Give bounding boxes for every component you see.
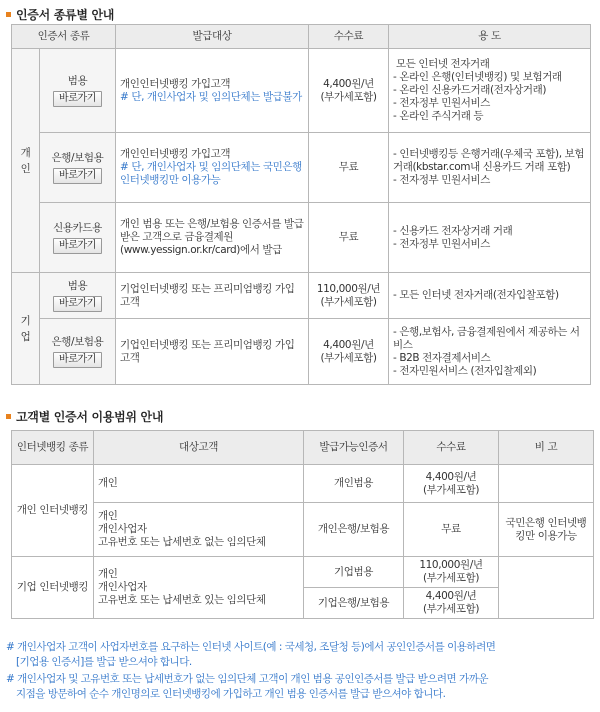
cert-cell: 기업은행/보험용	[304, 588, 404, 619]
cert-name-cell: 범용 바로가기	[40, 49, 116, 133]
note-cell	[499, 465, 594, 503]
orange-bullet-icon	[6, 12, 11, 17]
target-cell: 기업인터넷뱅킹 또는 프리미엄뱅킹 가입고객	[116, 319, 309, 385]
usage-cell: - 모든 인터넷 전자거래(전자입찰포함)	[389, 273, 591, 319]
table-row	[12, 133, 591, 203]
banking-type-personal: 개인 인터넷뱅킹	[12, 465, 94, 557]
table-row	[12, 203, 591, 273]
cert-name-cell: 신용카드용 바로가기	[40, 203, 116, 273]
cert-name-cell: 은행/보험용 바로가기	[40, 133, 116, 203]
note-cell	[499, 557, 594, 619]
customer-cell: 개인 개인사업자 고유번호 또는 납세번호 있는 임의단체	[94, 557, 304, 619]
customer-cell: 개인 개인사업자 고유번호 또는 납세번호 없는 임의단체	[94, 503, 304, 557]
fee-cell: 무료	[309, 203, 389, 273]
cert-cell: 개인범용	[304, 465, 404, 503]
goto-button[interactable]: 바로가기	[53, 238, 102, 254]
footnotes	[6, 640, 596, 704]
cert-name-cell: 은행/보험용 바로가기	[40, 319, 116, 385]
header-cert-type: 인증서 종류	[12, 25, 116, 49]
table-header-row	[12, 431, 594, 465]
section-title-usage-scope: 고객별 인증서 이용범위 안내	[6, 408, 163, 425]
footnote: # 개인사업자 및 고유번호 또는 납세번호가 없는 임의단체 고객이 개인 범용 공인인증서를 발급 받으려면 가까운 지점을 방문하여 순수 개인명의로 인터넷뱅킹에 가입하고 개인 범용 인증서를 발급 받으셔야 합니다.	[6, 673, 488, 700]
target-cell: 개인 범용 또는 은행/보험용 인증서를 발급받은 고객으로 금융결제원(www.yessign.or.kr/card)에서 발급	[116, 203, 309, 273]
fee-cell: 4,400원/년 (부가세포함)	[309, 319, 389, 385]
table-row	[12, 503, 594, 557]
table-row	[12, 465, 594, 503]
footnote: # 개인사업자 고객이 사업자번호를 요구하는 인터넷 사이트(예 : 국세청, 조달청 등)에서 공인인증서를 이용하려면 [기업용 인증서]를 발급 받으셔야 합니다.	[6, 641, 496, 668]
table-row	[12, 273, 591, 319]
banking-type-corporate: 기업 인터넷뱅킹	[12, 557, 94, 619]
cert-name-cell: 범용 바로가기	[40, 273, 116, 319]
target-cell: 개인인터넷뱅킹 가입고객 # 단, 개인사업자 및 임의단체는 국민은행 인터넷뱅킹만 이용가능	[116, 133, 309, 203]
goto-button[interactable]: 바로가기	[53, 168, 102, 184]
header-fee: 수수료	[309, 25, 389, 49]
header-target: 발급대상	[116, 25, 309, 49]
fee-cell: 4,400원/년 (부가세포함)	[309, 49, 389, 133]
group-corporate: 기 업	[12, 273, 40, 385]
usage-cell: 모든 인터넷 전자거래 - 온라인 은행(인터넷뱅킹) 및 보험거래 - 온라인 신용카드거래(전자상거래) - 전자정부 민원서비스 - 온라인 주식거래 등	[389, 49, 591, 133]
table-row	[12, 557, 594, 588]
table-header-row	[12, 25, 591, 49]
target-cell: 기업인터넷뱅킹 또는 프리미엄뱅킹 가입고객	[116, 273, 309, 319]
fee-cell: 4,400원/년 (부가세포함)	[404, 465, 499, 503]
header-note: 비 고	[499, 431, 594, 465]
fee-cell: 110,000원/년 (부가세포함)	[404, 557, 499, 588]
group-individual: 개 인	[12, 49, 40, 273]
cert-types-table	[11, 24, 591, 385]
target-cell: 개인인터넷뱅킹 가입고객 # 단, 개인사업자 및 임의단체는 발급불가	[116, 49, 309, 133]
fee-cell: 4,400원/년 (부가세포함)	[404, 588, 499, 619]
fee-cell: 무료	[309, 133, 389, 203]
goto-button[interactable]: 바로가기	[53, 352, 102, 368]
table-row	[12, 49, 591, 133]
cert-cell: 개인은행/보험용	[304, 503, 404, 557]
orange-bullet-icon	[6, 414, 11, 419]
header-fee: 수수료	[404, 431, 499, 465]
goto-button[interactable]: 바로가기	[53, 296, 102, 312]
usage-scope-table	[11, 430, 594, 619]
customer-cell: 개인	[94, 465, 304, 503]
header-banking-type: 인터넷뱅킹 종류	[12, 431, 94, 465]
note-cell: 국민은행 인터넷뱅킹만 이용가능	[499, 503, 594, 557]
fee-cell: 무료	[404, 503, 499, 557]
usage-cell: - 은행,보험사, 금융결제원에서 제공하는 서비스 - B2B 전자결제서비스 - 전자민원서비스 (전자입찰제외)	[389, 319, 591, 385]
cert-cell: 기업범용	[304, 557, 404, 588]
header-usage: 용 도	[389, 25, 591, 49]
section-title-cert-types: 인증서 종류별 안내	[6, 6, 114, 23]
usage-cell: - 신용카드 전자상거래 거래 - 전자정부 민원서비스	[389, 203, 591, 273]
usage-cell: - 인터넷뱅킹등 은행거래(우체국 포함), 보험 거래(kbstar.com내 신용카드 거래 포함) - 전자정부 민원서비스	[389, 133, 591, 203]
fee-cell: 110,000원/년 (부가세포함)	[309, 273, 389, 319]
header-customer: 대상고객	[94, 431, 304, 465]
table-row	[12, 319, 591, 385]
goto-button[interactable]: 바로가기	[53, 91, 102, 107]
header-cert: 발급가능인증서	[304, 431, 404, 465]
